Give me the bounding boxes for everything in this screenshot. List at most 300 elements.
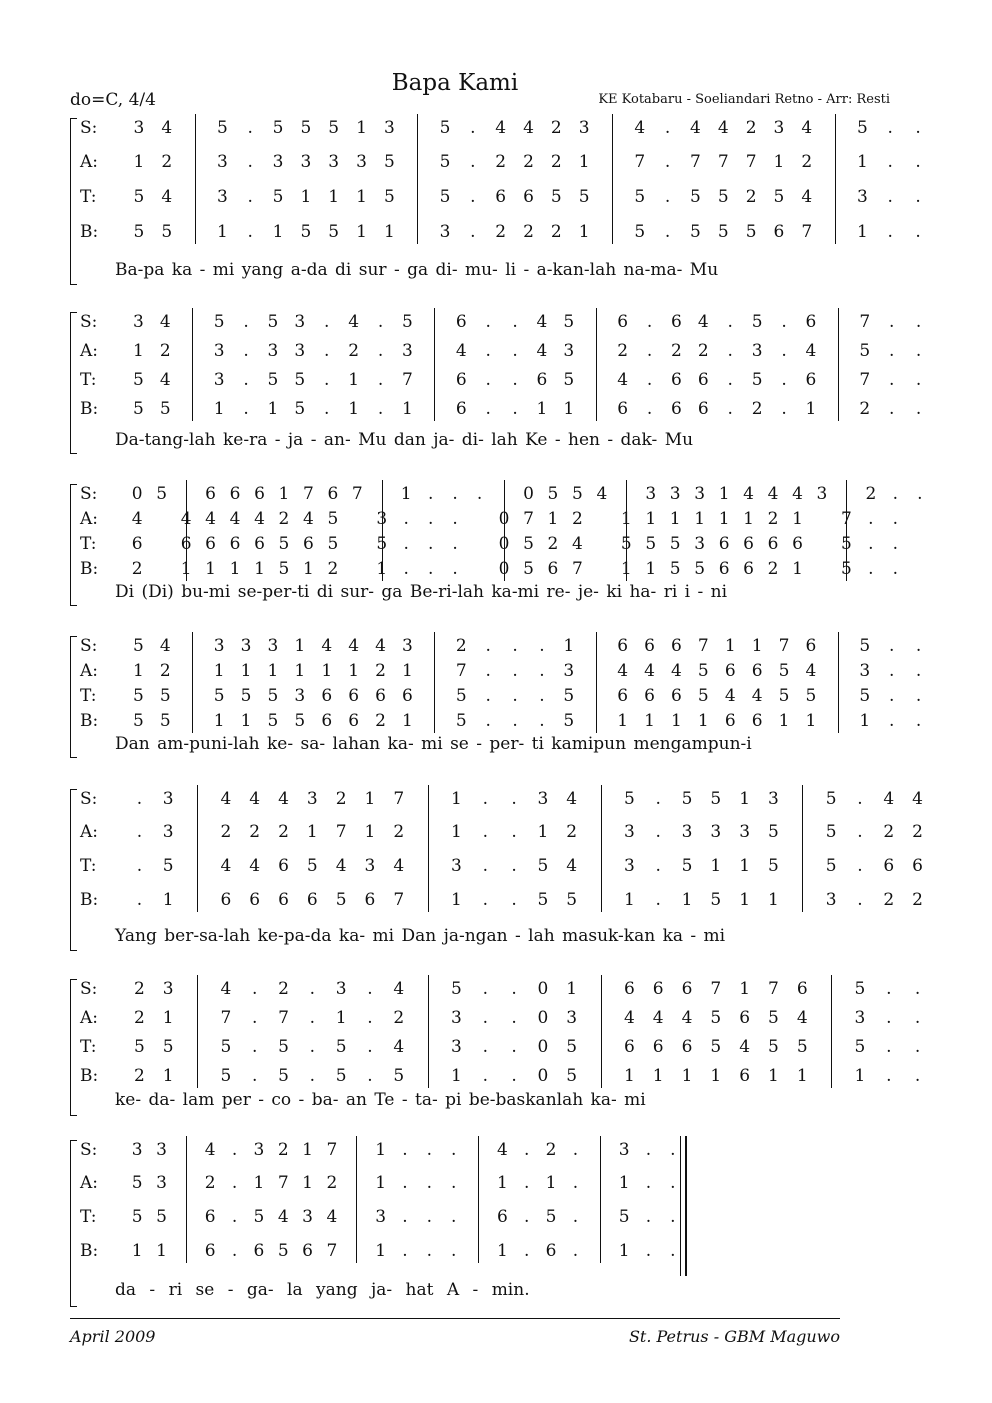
note: 6 xyxy=(348,711,360,731)
note: 2 xyxy=(865,484,877,504)
note: 1 xyxy=(356,222,367,242)
note: 4 xyxy=(393,1037,405,1057)
note: 7 xyxy=(634,152,646,172)
note: 2 xyxy=(883,822,895,842)
note: 7 xyxy=(277,1173,289,1193)
note: 1 xyxy=(205,559,216,579)
note: 5 xyxy=(825,856,837,876)
note: . xyxy=(136,856,143,876)
note: 1 xyxy=(537,822,549,842)
note: 4 xyxy=(131,509,143,529)
voice-label: S: xyxy=(80,312,98,332)
note: 1 xyxy=(773,152,785,172)
note: 5 xyxy=(131,1207,143,1227)
note: 5 xyxy=(523,534,534,554)
note: 1 xyxy=(364,822,376,842)
note: . xyxy=(915,118,921,138)
note: 5 xyxy=(566,1066,578,1086)
note: 5 xyxy=(710,789,722,809)
note: 4 xyxy=(805,341,817,361)
note: 7 xyxy=(571,559,583,579)
bar-line xyxy=(802,785,803,912)
note: 5 xyxy=(694,559,706,579)
note: 4 xyxy=(180,509,192,529)
note: 2 xyxy=(161,152,173,172)
note: 5 xyxy=(267,312,279,332)
note: 5 xyxy=(859,341,871,361)
note: . xyxy=(426,1207,433,1227)
note: 3 xyxy=(294,312,306,332)
note: 2 xyxy=(159,341,171,361)
system-bracket xyxy=(70,118,77,285)
note: . xyxy=(914,1008,921,1028)
note: 3 xyxy=(335,979,347,999)
note: . xyxy=(512,370,518,390)
note: 6 xyxy=(302,534,314,554)
note: 5 xyxy=(547,484,559,504)
note: 5 xyxy=(133,187,145,207)
footer-place: St. Petrus - GBM Maguwo xyxy=(628,1327,840,1346)
note: 6 xyxy=(617,312,629,332)
note: . xyxy=(426,1173,433,1193)
bar-line xyxy=(600,1136,601,1263)
note: 5 xyxy=(773,187,785,207)
note: 5 xyxy=(571,484,583,504)
note: . xyxy=(915,312,922,332)
note: 2 xyxy=(767,559,779,579)
note: 1 xyxy=(133,341,144,361)
note: . xyxy=(452,534,458,554)
note: 1 xyxy=(796,1066,808,1086)
note: 1 xyxy=(356,118,367,138)
note: . xyxy=(324,399,330,419)
note: 2 xyxy=(335,789,347,809)
note: 1 xyxy=(536,399,548,419)
note: . xyxy=(243,370,249,390)
note: 2 xyxy=(278,509,290,529)
note: 1 xyxy=(739,890,751,910)
bar-line xyxy=(195,114,196,244)
note: 3 xyxy=(383,118,395,138)
note: 5 xyxy=(300,222,312,242)
note: 5 xyxy=(669,559,681,579)
note: 5 xyxy=(854,1037,866,1057)
note: 3 xyxy=(267,636,279,656)
note: 3 xyxy=(253,1140,265,1160)
note: 4 xyxy=(161,187,173,207)
note: 1 xyxy=(213,399,225,419)
note: . xyxy=(377,312,384,332)
note: . xyxy=(377,341,384,361)
note: 5 xyxy=(159,399,171,419)
note: 1 xyxy=(805,399,817,419)
note: 1 xyxy=(857,222,868,242)
note: 5 xyxy=(563,370,575,390)
note: 5 xyxy=(162,1037,174,1057)
note: 3 xyxy=(267,341,279,361)
note: . xyxy=(664,187,671,207)
note: 6 xyxy=(743,559,754,579)
note: . xyxy=(136,822,143,842)
note: . xyxy=(482,822,488,842)
note: 2 xyxy=(545,1140,557,1160)
note: 5 xyxy=(545,1207,557,1227)
note: . xyxy=(512,711,518,731)
note: 3 xyxy=(451,1008,462,1028)
voice-label: A: xyxy=(80,152,99,172)
note: 2 xyxy=(278,822,289,842)
note: . xyxy=(655,789,661,809)
note: 6 xyxy=(455,399,467,419)
note: 4 xyxy=(348,636,360,656)
note: 3 xyxy=(816,484,828,504)
note: . xyxy=(450,1140,457,1160)
note: 6 xyxy=(671,686,682,706)
voice-label: A: xyxy=(80,1008,99,1028)
note: 3 xyxy=(537,789,549,809)
final-bar-line xyxy=(680,1136,681,1276)
note: 5 xyxy=(669,534,681,554)
note: . xyxy=(482,979,488,999)
note: 2 xyxy=(327,559,339,579)
note: 5 xyxy=(278,1037,289,1057)
note: 6 xyxy=(623,1037,635,1057)
note: 2 xyxy=(375,711,386,731)
note: 6 xyxy=(718,559,730,579)
note: . xyxy=(914,979,921,999)
note: 3 xyxy=(216,152,228,172)
note: . xyxy=(539,661,545,681)
note: 5 xyxy=(220,1066,232,1086)
note: 5 xyxy=(277,1241,289,1261)
voice-label: T: xyxy=(80,686,97,706)
note: 5 xyxy=(335,1037,347,1057)
note: 5 xyxy=(383,187,395,207)
note: 1 xyxy=(294,636,306,656)
note: 1 xyxy=(133,152,145,172)
lyrics-line: Da-tang-lah ke-ra - ja - an- Mu dan ja- di- lah Ke - hen - dak- Mu xyxy=(115,430,694,450)
note: 3 xyxy=(133,118,145,138)
note: 6 xyxy=(545,1241,557,1261)
note: 5 xyxy=(294,370,306,390)
note: 1 xyxy=(724,636,736,656)
note: 1 xyxy=(348,399,360,419)
note: 1 xyxy=(402,399,413,419)
note: . xyxy=(251,979,258,999)
bar-line xyxy=(197,785,198,912)
note: 4 xyxy=(321,636,333,656)
system-bracket xyxy=(70,1140,77,1307)
note: 1 xyxy=(375,1173,387,1193)
note: 5 xyxy=(267,686,279,706)
note: 6 xyxy=(131,534,143,554)
note: 1 xyxy=(618,1173,630,1193)
note: . xyxy=(655,856,661,876)
note: 4 xyxy=(644,661,655,681)
note: 7 xyxy=(351,484,363,504)
note: 1 xyxy=(321,661,333,681)
note: 1 xyxy=(272,222,284,242)
note: . xyxy=(427,484,434,504)
note: . xyxy=(482,1037,488,1057)
note: . xyxy=(251,1066,258,1086)
note: . xyxy=(655,890,661,910)
note: . xyxy=(888,711,895,731)
note: 4 xyxy=(652,1008,664,1028)
note: 2 xyxy=(547,534,559,554)
note: 1 xyxy=(669,509,681,529)
note: . xyxy=(402,1241,408,1261)
note: 2 xyxy=(745,118,757,138)
note: 1 xyxy=(364,789,376,809)
note: . xyxy=(512,636,518,656)
note: 5 xyxy=(294,711,306,731)
note: 2 xyxy=(550,152,562,172)
note: . xyxy=(915,636,922,656)
note: 5 xyxy=(859,636,871,656)
note: 5 xyxy=(620,534,632,554)
bar-line xyxy=(186,1136,187,1263)
note: 6 xyxy=(697,370,709,390)
note: 3 xyxy=(618,1140,630,1160)
note: 7 xyxy=(710,979,722,999)
note: 7 xyxy=(326,1241,338,1261)
note: . xyxy=(914,1066,921,1086)
note: 5 xyxy=(439,187,451,207)
note: 6 xyxy=(205,534,216,554)
note: 3 xyxy=(623,822,635,842)
bar-line xyxy=(417,114,418,244)
note: 2 xyxy=(912,890,923,910)
note: 4 xyxy=(617,370,629,390)
note: 5 xyxy=(854,979,866,999)
voice-label: T: xyxy=(80,1207,97,1227)
note: . xyxy=(917,484,923,504)
note: 4 xyxy=(393,979,405,999)
note: 3 xyxy=(131,1140,143,1160)
note: 3 xyxy=(566,1008,578,1028)
note: 4 xyxy=(161,118,173,138)
note: 3 xyxy=(739,822,751,842)
note: 3 xyxy=(328,152,340,172)
system-bracket xyxy=(70,312,77,454)
note: . xyxy=(512,661,518,681)
note: 2 xyxy=(571,509,583,529)
note: . xyxy=(857,890,863,910)
note: 4 xyxy=(229,509,241,529)
lyrics-line: ke- da- lam per - co - ba- an Te - ta- pi be-baskanlah ka- mi xyxy=(115,1090,646,1110)
note: 4 xyxy=(159,370,171,390)
note: . xyxy=(888,341,895,361)
note: . xyxy=(781,370,787,390)
note: 3 xyxy=(294,686,306,706)
note: . xyxy=(892,534,899,554)
note: 0 xyxy=(537,979,549,999)
note: . xyxy=(727,312,733,332)
note: . xyxy=(247,187,253,207)
note: 3 xyxy=(451,856,462,876)
bar-line xyxy=(192,308,193,421)
note: . xyxy=(888,399,895,419)
note: 4 xyxy=(571,534,583,554)
system-bracket xyxy=(70,979,77,1116)
note: . xyxy=(403,509,409,529)
note: 6 xyxy=(348,686,360,706)
note: 2 xyxy=(495,152,507,172)
note: 6 xyxy=(724,711,736,731)
note: 5 xyxy=(796,1037,808,1057)
note: 1 xyxy=(451,890,462,910)
note: 3 xyxy=(376,509,388,529)
voice-label: A: xyxy=(80,341,99,361)
note: 5 xyxy=(710,1037,722,1057)
note: 5 xyxy=(455,686,467,706)
note: 7 xyxy=(402,370,413,390)
note: . xyxy=(485,661,491,681)
note: . xyxy=(427,559,434,579)
note: 1 xyxy=(213,661,225,681)
note: . xyxy=(402,1207,408,1227)
note: 1 xyxy=(718,509,730,529)
note: 1 xyxy=(739,856,751,876)
note: 0 xyxy=(498,509,510,529)
note: 2 xyxy=(550,222,562,242)
note: 6 xyxy=(402,686,413,706)
note: 1 xyxy=(566,979,578,999)
footer-divider xyxy=(70,1318,840,1319)
note: 1 xyxy=(681,1066,693,1086)
note: 5 xyxy=(634,187,646,207)
note: . xyxy=(887,118,893,138)
note: . xyxy=(888,686,895,706)
note: . xyxy=(664,118,671,138)
note: 5 xyxy=(825,789,837,809)
note: 6 xyxy=(205,484,216,504)
voice-label: T: xyxy=(80,534,97,554)
note: . xyxy=(645,1207,652,1227)
bar-line xyxy=(831,975,832,1088)
note: 2 xyxy=(767,509,779,529)
voice-label: S: xyxy=(80,979,98,999)
note: 2 xyxy=(393,822,405,842)
note: 5 xyxy=(623,789,635,809)
note: 6 xyxy=(796,979,808,999)
note: . xyxy=(857,822,863,842)
note: . xyxy=(892,559,899,579)
note: . xyxy=(403,559,409,579)
note: 5 xyxy=(376,534,388,554)
note: 6 xyxy=(496,1207,508,1227)
note: . xyxy=(482,1008,488,1028)
note: 6 xyxy=(743,534,754,554)
note: 5 xyxy=(690,187,701,207)
note: 2 xyxy=(697,341,709,361)
note: 3 xyxy=(156,1173,167,1193)
note: . xyxy=(915,399,922,419)
note: . xyxy=(511,1037,517,1057)
note: 3 xyxy=(300,152,312,172)
note: 3 xyxy=(306,789,318,809)
note: . xyxy=(324,312,330,332)
note: . xyxy=(243,312,249,332)
note: . xyxy=(915,187,921,207)
note: 4 xyxy=(671,661,682,681)
note: . xyxy=(727,399,733,419)
note: 1 xyxy=(857,152,868,172)
note: 7 xyxy=(393,890,405,910)
note: . xyxy=(655,822,661,842)
note: . xyxy=(915,686,922,706)
note: . xyxy=(482,789,488,809)
note: . xyxy=(539,711,545,731)
note: 1 xyxy=(652,1066,664,1086)
note: 5 xyxy=(335,1066,347,1086)
note: 1 xyxy=(162,890,174,910)
note: 5 xyxy=(306,856,318,876)
note: 1 xyxy=(162,1066,174,1086)
note: 2 xyxy=(617,341,629,361)
note: 3 xyxy=(751,341,763,361)
note: . xyxy=(511,822,517,842)
note: 1 xyxy=(645,559,657,579)
note: 1 xyxy=(383,222,395,242)
note: 5 xyxy=(455,711,467,731)
note: 2 xyxy=(277,1140,289,1160)
note: 6 xyxy=(253,1241,265,1261)
note: 4 xyxy=(278,789,289,809)
note: 5 xyxy=(840,534,852,554)
note: 4 xyxy=(220,979,232,999)
bar-line xyxy=(838,632,839,733)
note: . xyxy=(251,1037,258,1057)
note: . xyxy=(324,341,330,361)
note: 1 xyxy=(645,509,657,529)
note: 6 xyxy=(547,559,559,579)
note: 6 xyxy=(739,1066,751,1086)
note: . xyxy=(470,118,476,138)
note: 5 xyxy=(328,118,340,138)
note: . xyxy=(485,686,491,706)
note: . xyxy=(524,1207,530,1227)
note: 4 xyxy=(596,484,608,504)
note: . xyxy=(403,534,409,554)
note: 2 xyxy=(455,636,467,656)
note: 1 xyxy=(623,890,635,910)
note: 5 xyxy=(278,559,290,579)
note: . xyxy=(646,370,653,390)
note: 5 xyxy=(563,711,575,731)
note: 2 xyxy=(249,822,261,842)
note: 6 xyxy=(805,370,817,390)
note: . xyxy=(247,118,253,138)
note: . xyxy=(868,509,874,529)
note: 1 xyxy=(563,636,575,656)
note: 1 xyxy=(451,1066,462,1086)
note: 1 xyxy=(300,187,312,207)
note: 5 xyxy=(710,1008,722,1028)
note: 7 xyxy=(455,661,467,681)
note: 5 xyxy=(451,979,462,999)
note: . xyxy=(231,1140,238,1160)
note: . xyxy=(450,1173,457,1193)
note: . xyxy=(572,1241,579,1261)
note: . xyxy=(888,661,895,681)
note: . xyxy=(915,370,922,390)
note: 0 xyxy=(131,484,143,504)
note: 6 xyxy=(751,711,763,731)
note: 4 xyxy=(912,789,923,809)
note: 5 xyxy=(131,1173,143,1193)
